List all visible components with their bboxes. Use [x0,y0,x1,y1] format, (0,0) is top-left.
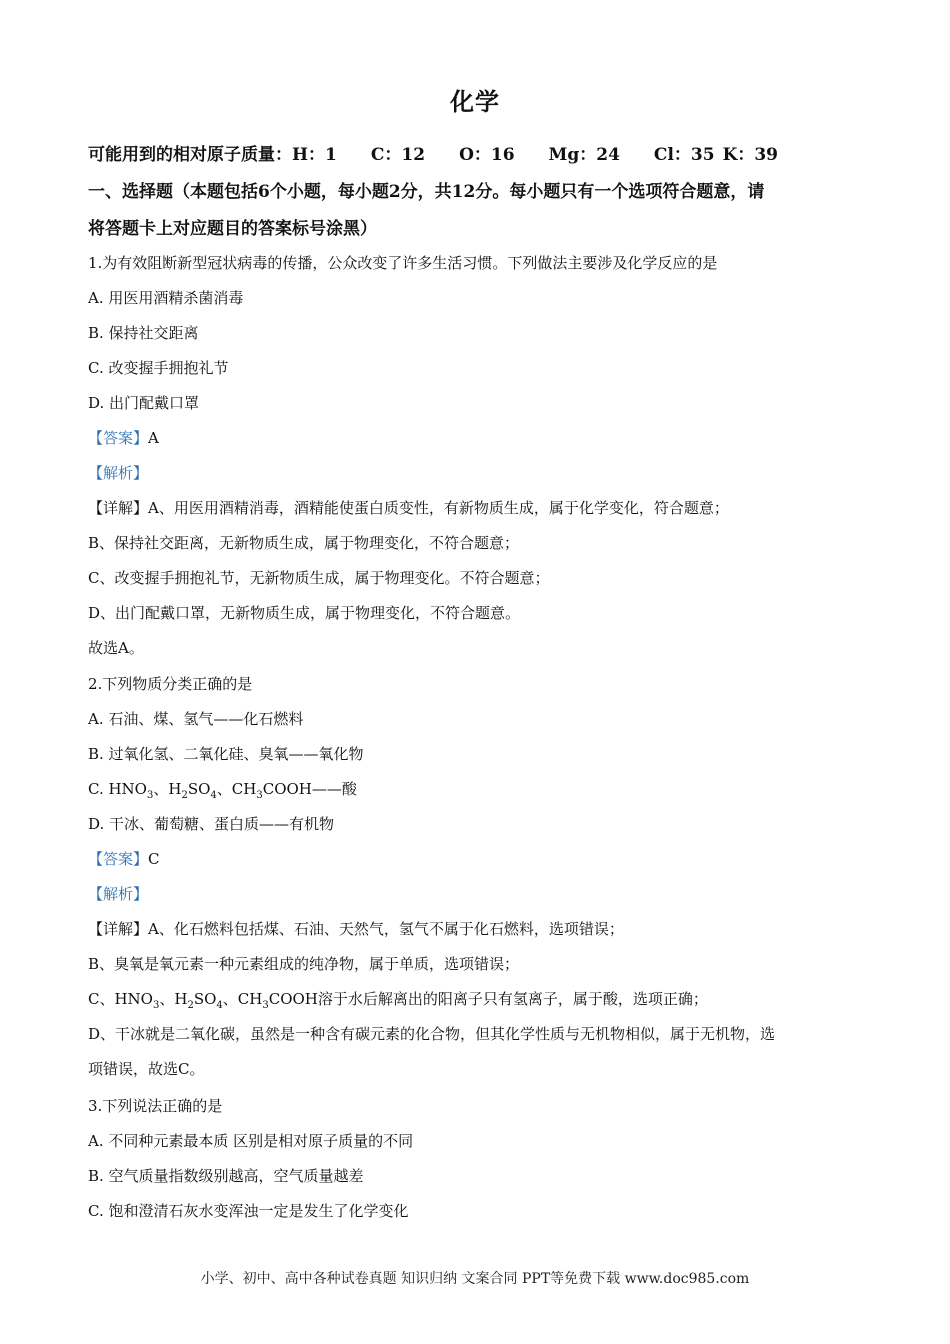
q1-detail-b: B、保持社交距离，无新物质生成，属于物理变化，不符合题意； [88,534,520,552]
section-heading-line1: 一、选择题（本题包括6个小题，每小题2分，共12分。每小题只有一个选项符合题意，请 [88,182,765,202]
subscript: 3 [152,1000,160,1011]
q3-option-a: A. 不同种元素最本质 区别是相对原子质量的不同 [88,1132,414,1150]
section-heading-line2: 将答题卡上对应题目的答案标号涂黑） [88,219,377,239]
q2-option-c-text: SO [187,780,211,798]
q2-detail-d-line1: D、干冰就是二氧化碳，虽然是一种含有碳元素的化合物，但其化学性质与无机物相似，属于无机物，选 [88,1025,776,1043]
subscript: 4 [210,790,217,801]
q1-conclusion: 故选A。 [88,639,144,657]
atomic-mass-line [88,140,778,165]
atomic-mass-label: 可能用到的相对原子质量： [88,145,292,165]
q1-option-a: A. 用医用酒精杀菌消毒 [88,289,244,307]
q3-stem: 3.下列说法正确的是 [88,1097,223,1115]
q2-answer-value: C [148,850,160,868]
q2-stem: 2.下列物质分类正确的是 [88,675,253,693]
q3-option-b: B. 空气质量指数级别越高，空气质量越差 [88,1167,364,1185]
q2-detail-b: B、臭氧是氧元素一种元素组成的纯净物，属于单质，选项错误； [88,955,520,973]
q2-answer [88,848,160,869]
atomic-mass-h: H：1 [292,145,337,165]
atomic-mass-mg: Mg：24 [548,145,620,165]
q2-analysis-label: 【解析】 [88,885,149,903]
q2-detail-c-text: COOH溶于水后解离出的阳离子只有氢离子，属于酸，选项正确； [268,990,708,1008]
q1-detail-d: D、出门配戴口罩，无新物质生成，属于物理变化，不符合题意。 [88,604,521,622]
atomic-mass-k: K：39 [722,145,779,165]
q2-detail-c-text: 、H [159,990,188,1008]
subscript: 3 [262,1000,269,1011]
q2-option-c-text: 、H [153,780,182,798]
q1-analysis-label: 【解析】 [88,464,149,482]
atomic-mass-cl: Cl：35 [653,145,715,165]
page-footer: 小学、初中、高中各种试卷真题 知识归纳 文案合同 PPT等免费下载 www.doc985.com [200,1271,750,1287]
subscript: 3 [146,790,154,801]
q1-option-b: B. 保持社交距离 [88,324,199,342]
q2-option-c-text: C. HNO [88,780,147,798]
q3-option-c: C. 饱和澄清石灰水变浑浊一定是发生了化学变化 [88,1202,409,1220]
subscript: 2 [187,1000,194,1011]
q1-detail-a: 【详解】A、用医用酒精消毒，酒精能使蛋白质变性，有新物质生成，属于化学变化，符合题意； [88,499,729,517]
subscript: 2 [181,790,188,801]
q2-option-c-text: COOH——酸 [262,780,357,798]
q1-answer-label: 【答案】 [88,429,149,447]
q2-detail-a: 【详解】A、化石燃料包括煤、石油、天然气，氢气不属于化石燃料，选项错误； [88,920,624,938]
q1-option-c: C. 改变握手拥抱礼节 [88,359,229,377]
page-title: 化学 [450,87,500,116]
q2-option-d: D. 干冰、葡萄糖、蛋白质——有机物 [88,815,335,833]
q1-answer-value: A [148,429,159,447]
subscript: 3 [256,790,263,801]
q2-option-b: B. 过氧化氢、二氧化硅、臭氧——氧化物 [88,745,364,763]
q2-option-c [88,778,357,799]
atomic-mass-c: C：12 [370,145,426,165]
q2-detail-c [88,988,708,1009]
q1-answer [88,427,159,448]
subscript: 4 [216,1000,223,1011]
q1-detail-c: C、改变握手拥抱礼节，无新物质生成，属于物理变化。不符合题意； [88,569,550,587]
q2-option-c-text: 、CH [216,780,257,798]
q2-detail-d-line2: 项错误，故选C。 [88,1060,205,1078]
q2-detail-c-text: 、CH [222,990,263,1008]
q2-answer-label: 【答案】 [88,850,149,868]
q1-option-d: D. 出门配戴口罩 [88,394,200,412]
q2-detail-c-text: C、HNO [88,990,153,1008]
q1-stem: 1.为有效阻断新型冠状病毒的传播，公众改变了许多生活习惯。下列做法主要涉及化学反应的是 [88,254,718,272]
q2-detail-c-text: SO [193,990,217,1008]
q2-option-a: A. 石油、煤、氢气——化石燃料 [88,710,304,728]
atomic-mass-o: O：16 [459,145,515,165]
